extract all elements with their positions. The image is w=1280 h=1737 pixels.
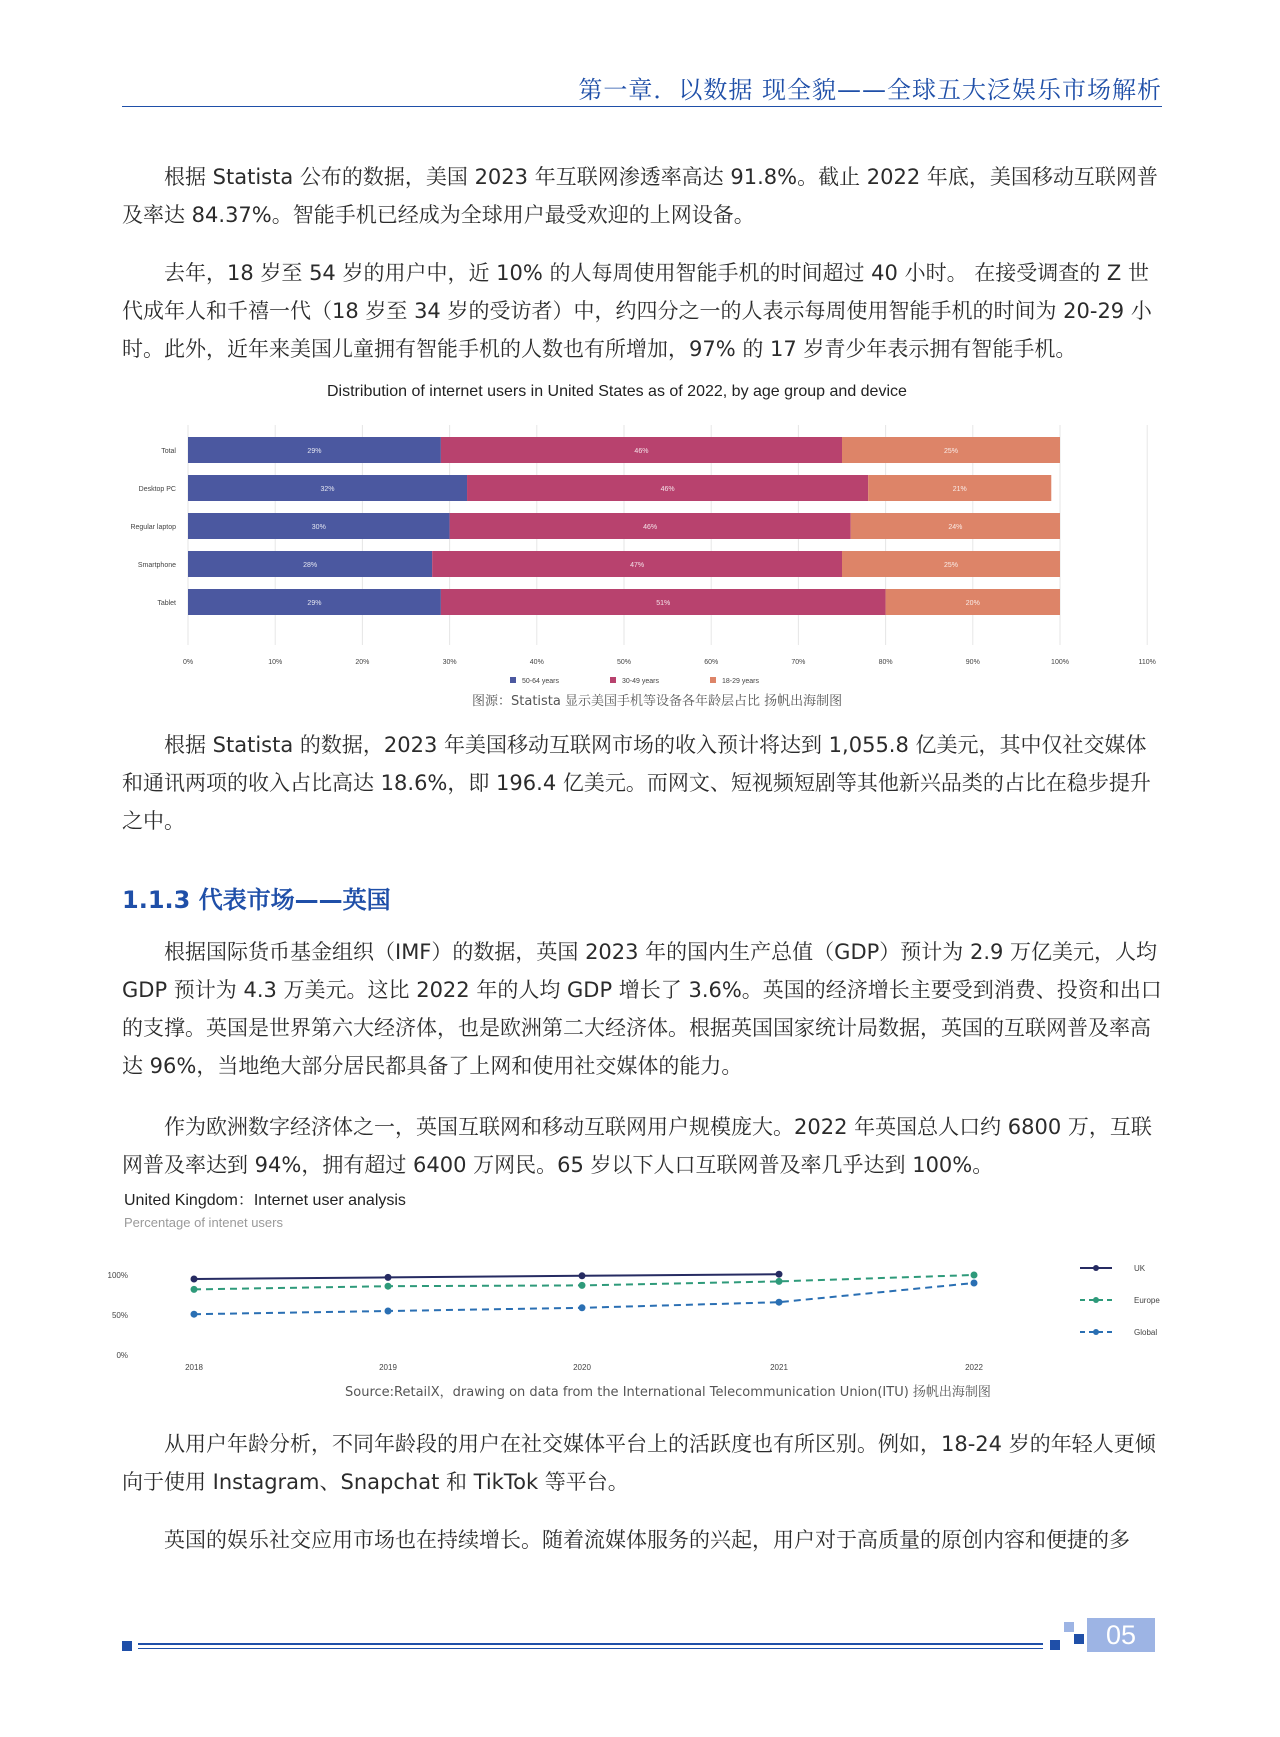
paragraph-5: 作为欧洲数字经济体之一，英国互联网和移动互联网用户规模庞大。2022 年英国总人口约 6800 万，互联网普及率达到 94%，拥有超过 6400 万网民。65 岁以下人口互联网普及率几乎达到 100%。 xyxy=(122,1115,1152,1177)
header-rule xyxy=(122,106,1162,107)
x-tick-label: 110% xyxy=(1138,659,1156,666)
x-tick-label: 70% xyxy=(791,659,806,666)
category-label: Regular laptop xyxy=(130,524,176,531)
chart2-title: United Kingdom：Internet user analysis xyxy=(124,1192,406,1209)
data-point xyxy=(776,1299,783,1306)
legend-swatch xyxy=(610,677,616,683)
category-label: Tablet xyxy=(157,600,176,607)
data-point xyxy=(776,1278,783,1285)
data-point xyxy=(385,1308,392,1315)
bar-data-label: 51% xyxy=(656,600,671,607)
y-tick-label: 0% xyxy=(116,1351,128,1360)
x-tick-label: 2018 xyxy=(185,1363,203,1372)
bar-data-label: 30% xyxy=(311,524,326,531)
section-heading: 1.1.3 代表市场——英国 xyxy=(122,886,391,914)
bar-data-label: 25% xyxy=(943,562,959,569)
x-tick-label: 60% xyxy=(704,659,719,666)
x-tick-label: 90% xyxy=(965,659,980,666)
data-point xyxy=(776,1271,783,1278)
y-tick-label: 100% xyxy=(107,1271,128,1280)
legend-label: 50-64 years xyxy=(522,678,559,685)
legend-label: 30-49 years xyxy=(622,678,659,685)
paragraph-2: 去年，18 岁至 54 岁的用户中，近 10% 的人每周使用智能手机的时间超过 40 小时。 在接受调查的 Z 世代成年人和千禧一代（18 岁至 34 岁的受访者）中，约四分之一的人表示每周使用智能手机的时间为 20-29 小时。此外，近年来美国儿童拥有智能手机的人数也有所增加，97% 的 17 岁青少年表示拥有智能手机。 xyxy=(122,261,1152,361)
x-tick-label: 100% xyxy=(1051,659,1069,666)
legend-swatch xyxy=(710,677,716,683)
data-point xyxy=(579,1282,586,1289)
chart2-caption: Source:RetailX，drawing on data from the International Telecommunication Union(ITU) 扬帆出海制图 xyxy=(345,1385,991,1400)
page-header-title: 第一章．以数据 现全貌——全球五大泛娱乐市场解析 xyxy=(578,76,1162,104)
paragraph-3: 根据 Statista 的数据，2023 年美国移动互联网市场的收入预计将达到 1,055.8 亿美元，其中仅社交媒体和通讯两项的收入占比高达 18.6%，即 196.4 亿美元。而网文、短视频短剧等其他新兴品类的占比在稳步提升之中。 xyxy=(122,733,1151,833)
page-number: 05 xyxy=(1087,1618,1155,1652)
legend-marker xyxy=(1093,1265,1099,1271)
data-point xyxy=(385,1274,392,1281)
bar-data-label: 32% xyxy=(320,486,335,493)
legend-marker xyxy=(1093,1329,1099,1335)
bar-data-label: 46% xyxy=(643,524,658,531)
x-tick-label: 30% xyxy=(442,659,457,666)
bar-data-label: 29% xyxy=(307,600,322,607)
data-point xyxy=(579,1304,586,1311)
chart2-subtitle: Percentage of intenet users xyxy=(124,1215,283,1230)
legend-swatch xyxy=(510,677,516,683)
bar-data-label: 25% xyxy=(943,448,959,455)
footer-rule-2 xyxy=(138,1648,1043,1649)
paragraph-7: 英国的娱乐社交应用市场也在持续增长。随着流媒体服务的兴起，用户对于高质量的原创内容和便捷的多 xyxy=(164,1528,1130,1552)
legend-label: UK xyxy=(1134,1264,1146,1273)
legend-label: Global xyxy=(1134,1328,1158,1337)
legend-marker xyxy=(1093,1297,1099,1303)
bar-data-label: 21% xyxy=(952,486,967,493)
category-label: Smartphone xyxy=(137,562,176,569)
data-point xyxy=(579,1272,586,1279)
x-tick-label: 2020 xyxy=(573,1363,591,1372)
data-point xyxy=(191,1311,198,1318)
data-point xyxy=(191,1276,198,1283)
footer-square-icon xyxy=(1074,1634,1084,1644)
x-tick-label: 50% xyxy=(616,659,632,666)
footer-square-icon xyxy=(1050,1640,1060,1650)
bar-data-label: 47% xyxy=(630,562,645,569)
us-device-age-chart xyxy=(110,410,1210,710)
bar-data-label: 24% xyxy=(948,524,963,531)
bar-data-label: 20% xyxy=(965,600,980,607)
x-tick-label: 40% xyxy=(529,659,544,666)
x-tick-label: 80% xyxy=(878,659,893,666)
uk-internet-users-chart xyxy=(107,1240,1190,1380)
bar-data-label: 46% xyxy=(634,448,649,455)
x-tick-label: 2022 xyxy=(965,1363,983,1372)
paragraph-4: 根据国际货币基金组织（IMF）的数据，英国 2023 年的国内生产总值（GDP）预计为 2.9 万亿美元，人均 GDP 预计为 4.3 万美元。这比 2022 年的人均 GDP 增长了 3.6%。英国的经济增长主要受到消费、投资和出口的支撑。英国是世界第六大经济体，也是欧洲第二大经济体。根据英国国家统计局数据，英国的互联网普及率高达 96%，当地绝大部分居民都具备了上网和使用社交媒体的能力。 xyxy=(122,940,1162,1078)
x-tick-label: 0% xyxy=(182,659,194,666)
footer-square-icon xyxy=(122,1641,132,1651)
chart1-caption: 图源：Statista 显示美国手机等设备各年龄层占比 扬帆出海制图 xyxy=(472,694,843,709)
data-point xyxy=(191,1286,198,1293)
footer-square-icon xyxy=(1064,1622,1074,1632)
x-tick-label: 2019 xyxy=(379,1363,397,1372)
x-tick-label: 20% xyxy=(355,659,370,666)
chart1-title: Distribution of internet users in United States as of 2022, by age group and device xyxy=(327,383,907,400)
series-line xyxy=(194,1274,779,1279)
bar-data-label: 46% xyxy=(660,486,675,493)
footer-rule xyxy=(138,1643,1043,1645)
x-tick-label: 10% xyxy=(268,659,283,666)
paragraph-1: 根据 Statista 公布的数据，美国 2023 年互联网渗透率高达 91.8%。截止 2022 年底，美国移动互联网普及率达 84.37%。智能手机已经成为全球用户最受欢迎的上网设备。 xyxy=(122,165,1158,227)
bar-data-label: 29% xyxy=(307,448,322,455)
legend-label: Europe xyxy=(1134,1296,1160,1305)
paragraph-6: 从用户年龄分析，不同年龄段的用户在社交媒体平台上的活跃度也有所区别。例如，18-24 岁的年轻人更倾向于使用 Instagram、Snapchat 和 TikTok 等平台。 xyxy=(122,1432,1156,1494)
data-point xyxy=(971,1280,978,1287)
data-point xyxy=(385,1283,392,1290)
bar-data-label: 28% xyxy=(303,562,318,569)
y-tick-label: 50% xyxy=(111,1311,128,1320)
legend-label: 18-29 years xyxy=(722,678,759,685)
data-point xyxy=(971,1272,978,1279)
category-label: Desktop PC xyxy=(138,486,176,493)
category-label: Total xyxy=(161,448,176,455)
x-tick-label: 2021 xyxy=(770,1363,788,1372)
